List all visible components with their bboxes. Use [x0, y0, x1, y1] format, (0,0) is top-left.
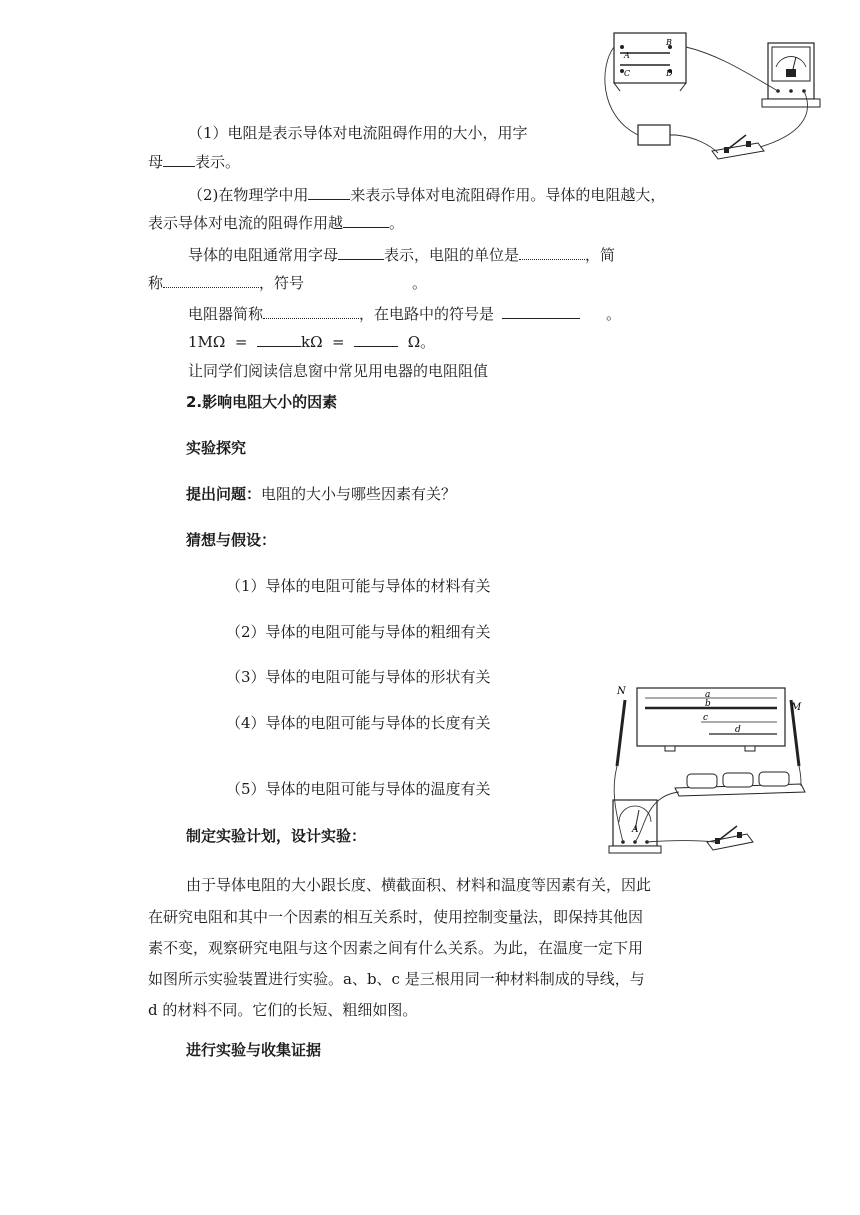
- circuit-figure-top: [600, 25, 835, 185]
- question-line: 提出问题：电阻的大小与哪些因素有关？: [186, 485, 457, 503]
- blank-kohm[interactable]: [257, 331, 301, 347]
- hypothesis-item: （1）导体的电阻可能与导体的材料有关: [226, 577, 491, 595]
- p6-line: 让同学们阅读信息窗中常见用电器的电阻阻值: [188, 362, 489, 380]
- blank-ohm[interactable]: [354, 331, 398, 347]
- plan-line: d 的材料不同。它们的长短、粗细如图。: [148, 1001, 418, 1019]
- wire-label-a: a: [705, 690, 711, 700]
- p2-line1: （2)在物理学中用 来表示导体对电流阻碍作用。导体的电阻越大，: [188, 186, 666, 204]
- section-title: 2.影响电阻大小的因素: [186, 393, 338, 411]
- plan-line: 素不变，观察研究电阻与这个因素之间有什么关系。为此，在温度一定下用: [148, 939, 644, 957]
- clip-label-m: M: [791, 702, 802, 713]
- p4-line: 电阻器简称 ，在电路中的符号是 。: [188, 305, 622, 323]
- blank-quantity[interactable]: [308, 184, 350, 200]
- p1-line2: 母 表示。: [148, 153, 241, 171]
- blank-symbol[interactable]: [163, 151, 195, 167]
- p1-line1: （1）电阻是表示导体对电流阻碍作用的大小，用字: [188, 124, 528, 142]
- resistance-apparatus-figure: [605, 680, 825, 865]
- hypothesis-item: （4）导体的电阻可能与导体的长度有关: [226, 714, 491, 732]
- plan-title: 制定实验计划，设计实验：: [186, 827, 367, 845]
- blank-degree[interactable]: [343, 212, 389, 228]
- clip-label-n: N: [617, 686, 626, 697]
- wire-label-d: d: [735, 725, 741, 735]
- collect-title: 进行实验与收集证据: [186, 1041, 322, 1059]
- plan-line: 如图所示实验装置进行实验。a、b、c 是三根用同一种材料制成的导线，与: [148, 970, 645, 988]
- hypothesis-item: （5）导体的电阻可能与导体的温度有关: [226, 780, 491, 798]
- board-label-b: B: [666, 38, 672, 47]
- board-label-d: D: [666, 69, 673, 78]
- board-label-a: A: [624, 51, 630, 60]
- p3-line1: 导体的电阻通常用字母 表示，电阻的单位是 ，简: [188, 246, 616, 264]
- experiment-title: 实验探究: [186, 439, 247, 457]
- p5-line: 1MΩ = kΩ = Ω。: [188, 333, 436, 351]
- plan-line: 在研究电阻和其中一个因素的相互关系时，使用控制变量法，即保持其他因: [148, 908, 644, 926]
- hypothesis-item: （3）导体的电阻可能与导体的形状有关: [226, 668, 491, 686]
- p3-line2: 称 ，符号 。: [148, 274, 428, 292]
- plan-line: 由于导体电阻的大小跟长度、横截面积、材料和温度等因素有关，因此: [186, 876, 652, 894]
- hypothesis-title: 猜想与假设：: [186, 531, 277, 549]
- blank-circuit-symbol[interactable]: [502, 303, 580, 319]
- blank-unit[interactable]: [519, 244, 585, 260]
- hypothesis-item: （2）导体的电阻可能与导体的粗细有关: [226, 623, 491, 641]
- p2-line2: 表示导体对电流的阻碍作用越 。: [148, 214, 405, 232]
- wire-label-b: b: [705, 699, 711, 709]
- blank-short-name[interactable]: [163, 272, 259, 288]
- board-label-c: C: [624, 69, 631, 78]
- wire-label-c: c: [703, 713, 709, 723]
- blank-resistor-name[interactable]: [263, 303, 359, 319]
- ammeter-label: A: [632, 825, 639, 835]
- blank-letter[interactable]: [338, 244, 384, 260]
